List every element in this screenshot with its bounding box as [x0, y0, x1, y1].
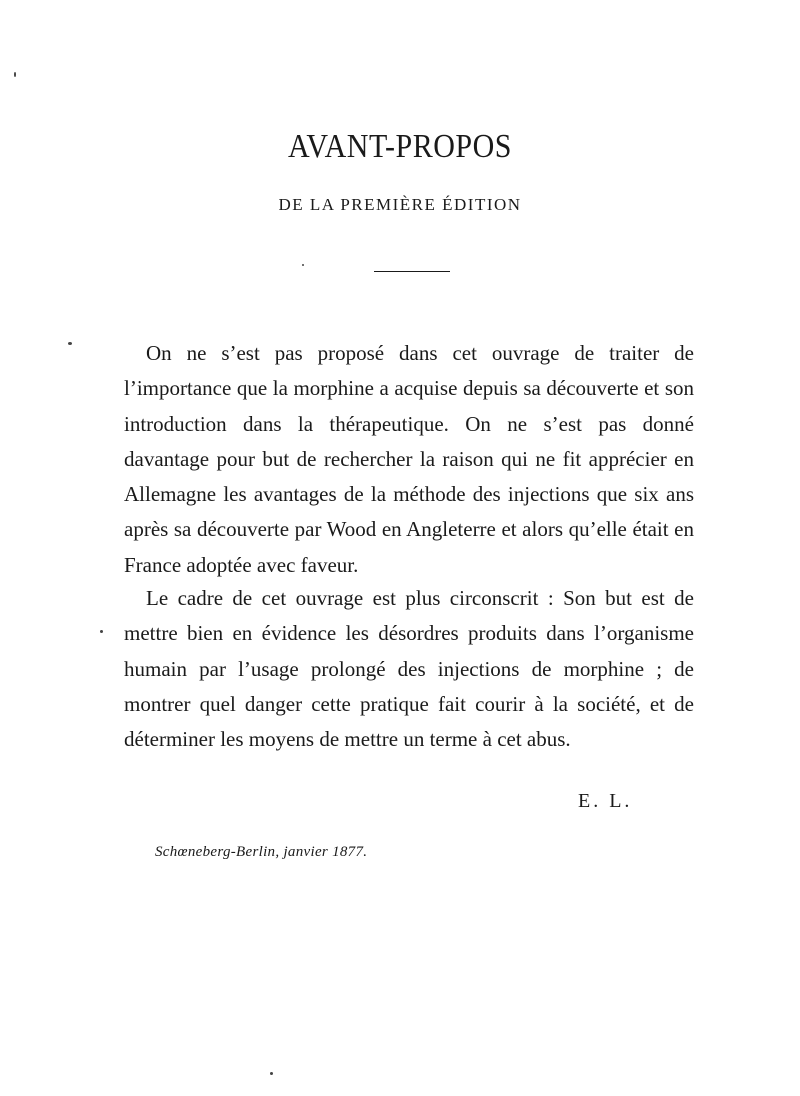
scan-speck	[14, 72, 16, 77]
scan-speck	[270, 1072, 273, 1075]
page-subtitle: DE LA PREMIÈRE ÉDITION	[278, 195, 522, 214]
scan-speck	[302, 264, 304, 266]
title-divider	[374, 271, 450, 272]
paragraph-2: Le cadre de cet ouvrage est plus circonscrit : Son but est de mettre bien en évidence les désordres produits dans l’organisme humain par l’usage prolongé des injections de morphine ; de montrer quel danger cette pratique fait courir à la société, et de déterminer les moyens de mettre un terme à cet abus.	[124, 586, 694, 752]
paragraph-1: On ne s’est pas proposé dans cet ouvrage de traiter de l’importance que la morphine a acquise depuis sa découverte et son introduction dans la thérapeutique. On ne s’est pas donné davantage pour but de rechercher la raison qui ne fit apprécier en Allemagne les avantages de la méthode des injections que six ans après sa découverte par Wood en Angleterre et alors qu’elle était en France adoptée avec faveur.	[124, 341, 694, 577]
place-date-line: Schœneberg-Berlin, janvier 1877.	[155, 844, 368, 860]
scan-speck	[68, 342, 72, 345]
scan-speck	[100, 630, 103, 633]
page-title: AVANT-PROPOS	[288, 128, 512, 165]
author-signature: E. L.	[578, 790, 633, 812]
